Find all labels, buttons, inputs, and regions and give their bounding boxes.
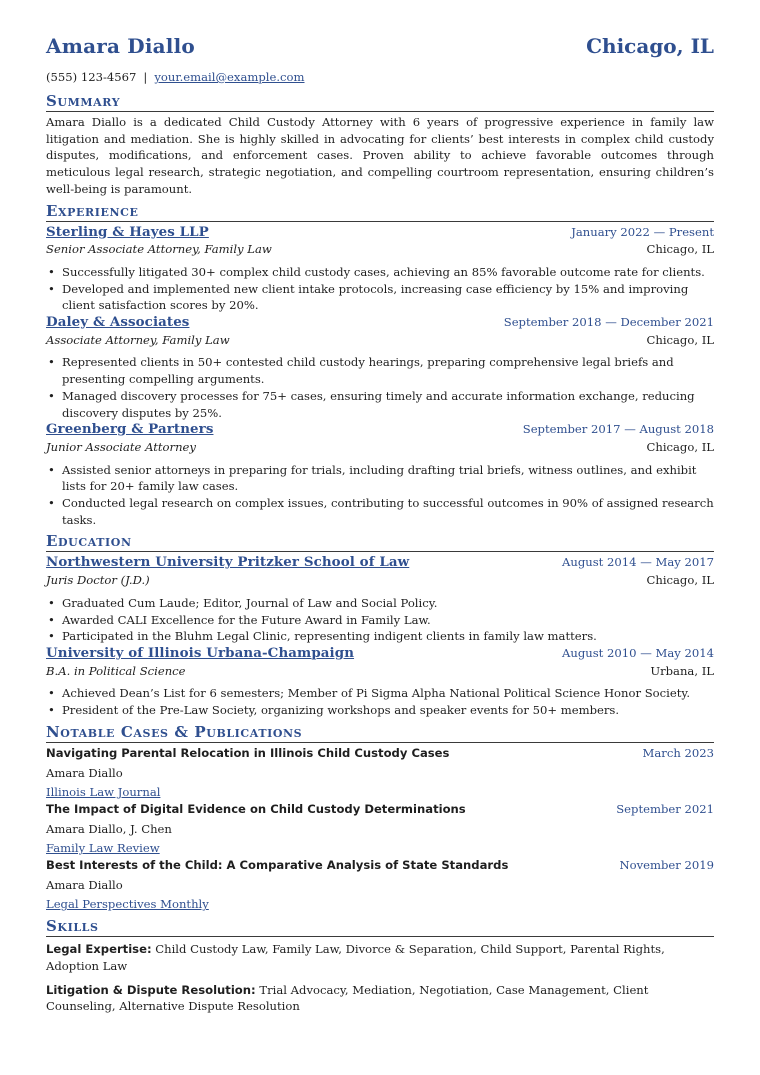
publication-authors: Amara Diallo, J. Chen [46, 821, 172, 836]
experience-section [46, 203, 714, 529]
candidate-name: Amara Diallo [46, 34, 195, 58]
education-entry [46, 645, 714, 719]
entry-location: Chicago, IL [646, 439, 714, 454]
skill-list: Child Custody Law, Family Law, Divorce & Separation, Child Support, Parental Rights, Adoption Law [46, 942, 665, 973]
job-title: Associate Attorney, Family Law [46, 332, 230, 347]
entry-location: Urbana, IL [650, 663, 714, 678]
section-heading-publications: Notable Cases & Publications [46, 724, 714, 743]
bullet-item: • Awarded CALI Excellence for the Future Award in Family Law. [46, 612, 714, 629]
education-entry [46, 554, 714, 645]
school-link[interactable]: Northwestern University Pritzker School of Law [46, 554, 410, 571]
entry-dates: September 2017 — August 2018 [522, 422, 714, 437]
publication-title: The Impact of Digital Evidence on Child Custody Determinations [46, 801, 466, 816]
education-section [46, 533, 714, 718]
bullet-item: • Managed discovery processes for 75+ cases, ensuring timely and accurate information exchange, reducing discovery disputes by 25%. [46, 388, 714, 421]
bullet-item: • Conducted legal research on complex issues, contributing to successful outcomes in 90% of assigned research tasks. [46, 495, 714, 528]
bullet-item: • Successfully litigated 30+ complex child custody cases, achieving an 85% favorable outcome rate for clients. [46, 264, 714, 281]
candidate-location: Chicago, IL [586, 34, 714, 58]
bullet-list [46, 354, 714, 421]
publication-authors: Amara Diallo [46, 765, 123, 780]
bullet-item: • Achieved Dean’s List for 6 semesters; Member of Pi Sigma Alpha National Political Science Honor Society. [46, 685, 714, 702]
publication-title: Navigating Parental Relocation in Illinois Child Custody Cases [46, 745, 450, 760]
bullet-list [46, 462, 714, 529]
publication-entry [46, 801, 714, 857]
job-title: Junior Associate Attorney [46, 439, 196, 454]
email-link[interactable]: your.email@example.com [154, 70, 305, 84]
section-heading-summary: Summary [46, 93, 714, 112]
employer-link[interactable]: Greenberg & Partners [46, 421, 214, 438]
publication-title: Best Interests of the Child: A Comparative Analysis of State Standards [46, 858, 509, 873]
entry-location: Chicago, IL [646, 242, 714, 257]
experience-entry [46, 314, 714, 421]
entry-location: Chicago, IL [646, 573, 714, 588]
bullet-item: • Participated in the Bluhm Legal Clinic, representing indigent clients in family law matters. [46, 628, 714, 645]
publication-date: March 2023 [642, 745, 714, 760]
publication-authors: Amara Diallo [46, 877, 123, 892]
bullet-item: • Represented clients in 50+ contested child custody hearings, preparing comprehensive legal briefs and presenting compelling arguments. [46, 354, 714, 387]
bullet-item: • President of the Pre-Law Society, organizing workshops and speaker events for 50+ members. [46, 702, 714, 719]
bullet-list [46, 595, 714, 645]
publication-date: September 2021 [616, 801, 714, 816]
skill-category-label: Litigation & Dispute Resolution: [46, 982, 256, 997]
school-link[interactable]: University of Illinois Urbana-Champaign [46, 644, 355, 661]
phone-number: (555) 123-4567 [46, 70, 137, 84]
summary-text: Amara Diallo is a dedicated Child Custody Attorney with 6 years of progressive experience in family law litigation and mediation. She is highly skilled in advocating for clients’ best interests in complex child custody disputes, modifications, and enforcement cases. Proven ability to achieve favorable outcomes through meticulous legal research, strategic negotiation, and compelling courtroom representation, ensuring children’s well-being is paramount. [46, 115, 714, 196]
publication-date: November 2019 [619, 858, 714, 873]
bullet-item: • Graduated Cum Laude; Editor, Journal of Law and Social Policy. [46, 595, 714, 612]
publication-venue-link[interactable]: Illinois Law Journal [46, 785, 161, 800]
entry-dates: September 2018 — December 2021 [503, 315, 714, 330]
degree: Juris Doctor (J.D.) [46, 573, 150, 588]
entry-dates: January 2022 — Present [571, 224, 714, 239]
entry-location: Chicago, IL [646, 332, 714, 347]
publications-section [46, 724, 714, 913]
job-title: Senior Associate Attorney, Family Law [46, 242, 272, 257]
bullet-list [46, 264, 714, 314]
summary-section [46, 93, 714, 198]
skill-list: Trial Advocacy, Mediation, Negotiation, Case Management, Client Counseling, Alternative Dispute Resolution [46, 982, 649, 1014]
employer-link[interactable]: Sterling & Hayes LLP [46, 223, 209, 240]
experience-entry [46, 421, 714, 528]
publication-entry [46, 745, 714, 801]
skill-category-label: Legal Expertise: [46, 942, 152, 957]
section-heading-skills: Skills [46, 918, 714, 937]
bullet-item: • Assisted senior attorneys in preparing for trials, including drafting trial briefs, witness outlines, and exhibit lists for 20+ family law cases. [46, 462, 714, 495]
skills-section [46, 918, 714, 1015]
degree: B.A. in Political Science [46, 663, 186, 678]
bullet-list [46, 685, 714, 718]
header [46, 34, 714, 68]
contact-separator: | [143, 70, 148, 84]
employer-link[interactable]: Daley & Associates [46, 314, 190, 331]
experience-entry [46, 224, 714, 315]
skill-line [46, 941, 714, 974]
entry-dates: August 2010 — May 2014 [561, 645, 714, 660]
bullet-item: • Developed and implemented new client intake protocols, increasing case efficiency by 15% and improving client satisfaction scores by 20%. [46, 281, 714, 314]
section-heading-experience: Experience [46, 203, 714, 222]
publication-venue-link[interactable]: Legal Perspectives Monthly [46, 897, 209, 912]
publication-venue-link[interactable]: Family Law Review [46, 841, 160, 856]
contact-line [46, 69, 714, 87]
entry-dates: August 2014 — May 2017 [561, 555, 714, 570]
section-heading-education: Education [46, 533, 714, 552]
skill-line [46, 982, 714, 1015]
publication-entry [46, 857, 714, 913]
